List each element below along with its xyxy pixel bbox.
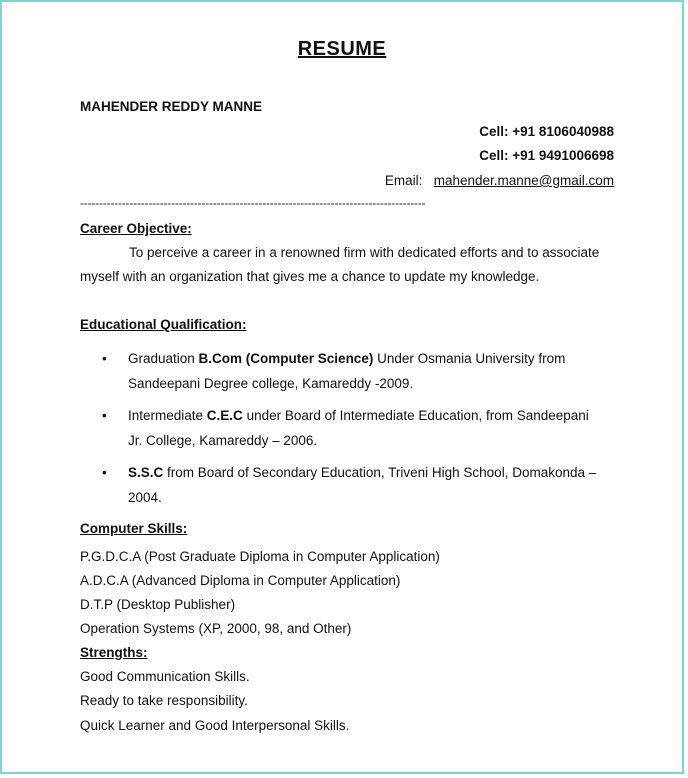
education-item-1: Graduation B.Com (Computer Science) Under Osmania University from xyxy=(128,351,566,366)
education-item-3: S.S.C from Board of Secondary Education, Triveni High School, Domakonda – xyxy=(128,465,597,480)
bullet-icon: • xyxy=(102,351,107,366)
skill-item: P.G.D.C.A (Post Graduate Diploma in Computer Application) xyxy=(80,549,440,564)
education-item-2: Intermediate C.E.C under Board of Intermediate Education, from Sandeepani xyxy=(128,408,589,423)
cell-phone-2: Cell: +91 9491006698 xyxy=(479,148,614,163)
strength-item: Good Communication Skills. xyxy=(80,669,250,684)
email-label: Email: xyxy=(384,173,423,188)
education-item-1-line-2: Sandeepani Degree college, Kamareddy -2009. xyxy=(128,376,414,391)
career-objective-line-2: myself with an organization that gives me a chance to update my knowledge. xyxy=(80,269,540,284)
divider-line: ------------------------------------------------------------------------------------------- xyxy=(80,196,426,210)
candidate-name: MAHENDER REDDY MANNE xyxy=(80,99,263,114)
email-line xyxy=(385,173,614,188)
skill-item: A.D.C.A (Advanced Diploma in Computer Application) xyxy=(80,573,401,588)
skill-item: D.T.P (Desktop Publisher) xyxy=(80,597,236,612)
email-link[interactable]: mahender.manne@gmail.com xyxy=(433,173,614,188)
cell-phone-1: Cell: +91 8106040988 xyxy=(479,124,614,139)
education-heading: Educational Qualification: xyxy=(80,317,247,332)
strength-item: Quick Learner and Good Interpersonal Skills. xyxy=(80,718,350,733)
education-item-3-line-2: 2004. xyxy=(128,490,162,505)
bullet-icon: • xyxy=(102,465,107,480)
career-objective-line-1: To perceive a career in a renowned firm with dedicated efforts and to associate xyxy=(129,245,600,260)
strength-item: Ready to take responsibility. xyxy=(80,693,248,708)
page-title: RESUME xyxy=(297,38,387,60)
skill-item: Operation Systems (XP, 2000, 98, and Other) xyxy=(80,621,352,636)
bullet-icon: • xyxy=(102,408,107,423)
strengths-heading: Strengths: xyxy=(80,645,148,660)
computer-skills-heading: Computer Skills: xyxy=(80,521,188,536)
career-objective-heading: Career Objective: xyxy=(80,221,192,236)
education-item-2-line-2: Jr. College, Kamareddy – 2006. xyxy=(128,433,318,448)
